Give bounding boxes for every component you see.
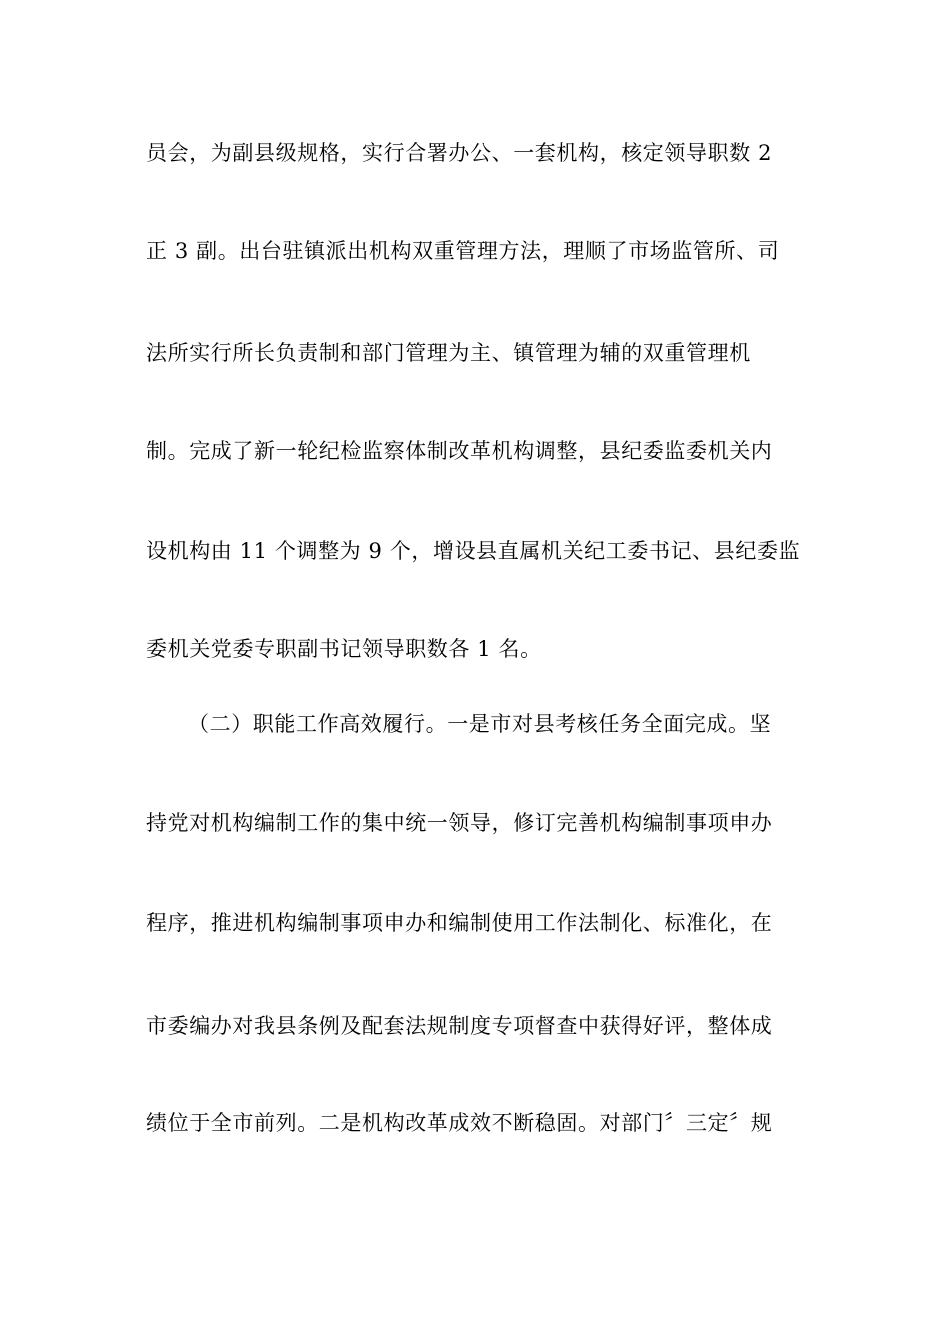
text-line-4: 制。完成了新一轮纪检监察体制改革机构调整，县纪委监委机关内 <box>146 439 773 463</box>
section-heading-line: （二）职能工作高效履行。一是市对县考核任务全面完成。坚 <box>188 712 772 736</box>
text-line-9: 程序，推进机构编制事项申办和编制使用工作法制化、标准化，在 <box>146 911 773 935</box>
text-line-1: 员会，为副县级规格，实行合署办公、一套机构，核定领导职数 2 <box>146 141 773 165</box>
text-line-10: 市委编办对我县条例及配套法规制度专项督查中获得好评，整体成 <box>146 1014 773 1038</box>
text-line-6: 委机关党委专职副书记领导职数各 1 名。 <box>146 637 542 661</box>
text-line-5: 设机构由 11 个调整为 9 个，增设县直属机关纪工委书记、县纪委监 <box>146 539 801 563</box>
text-line-11: 绩位于全市前列。二是机构改革成效不断稳固。对部门〞三定〞规 <box>146 1111 773 1135</box>
text-line-2: 正 3 副。出台驻镇派出机构双重管理方法，理顺了市场监管所、司 <box>146 239 780 263</box>
text-line-3: 法所实行所长负责制和部门管理为主、镇管理为辅的双重管理机 <box>146 341 751 365</box>
text-line-8: 持党对机构编制工作的集中统一领导，修订完善机构编制事项申办 <box>146 811 773 835</box>
